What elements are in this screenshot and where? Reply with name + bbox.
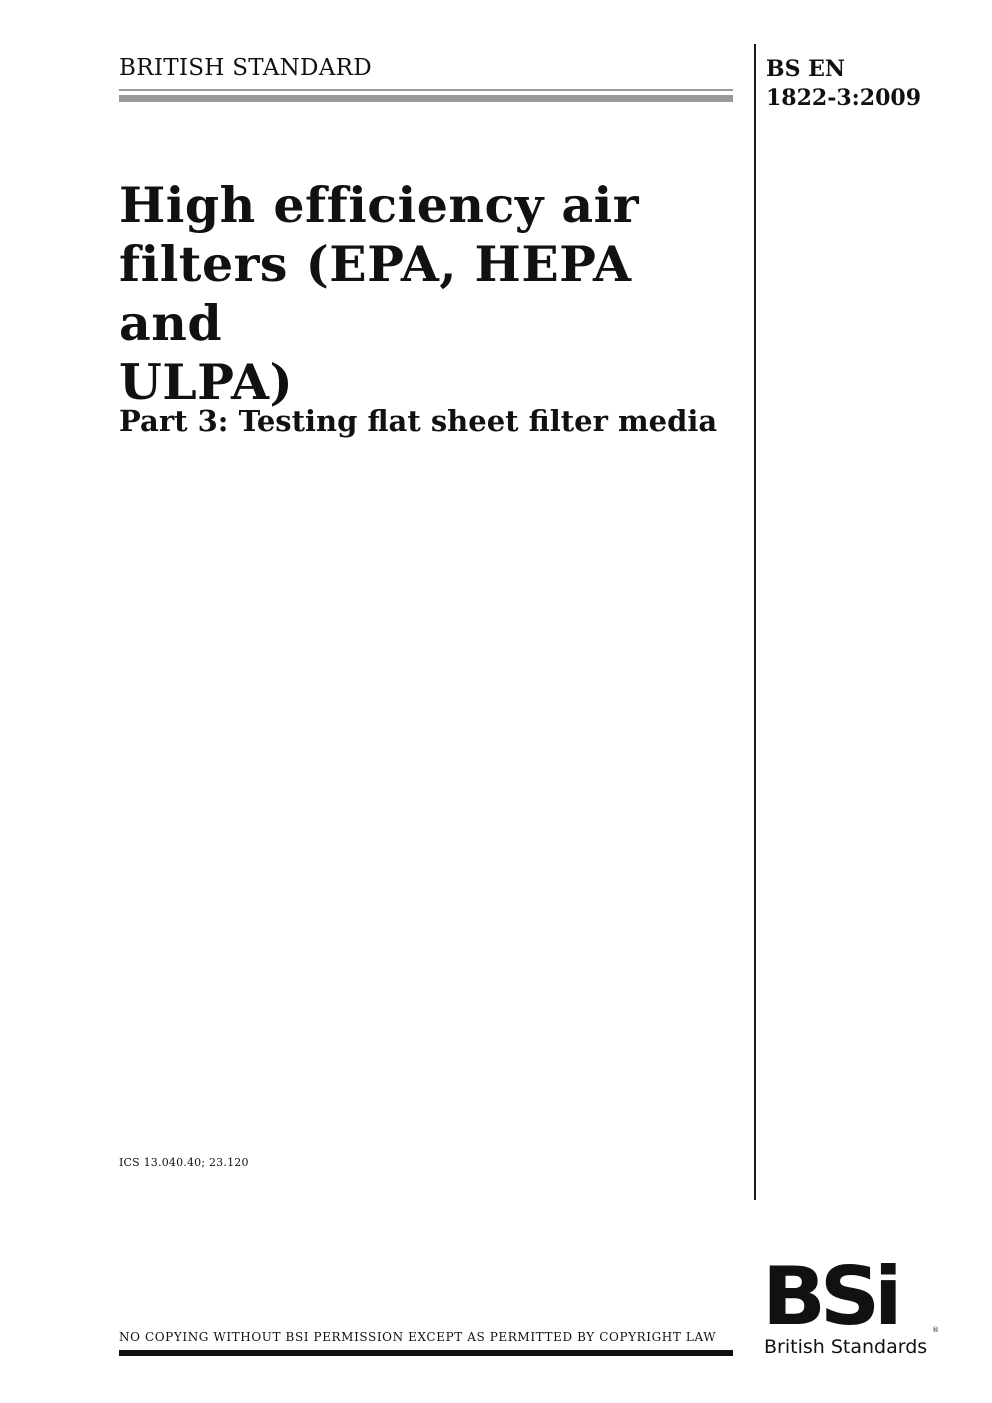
copyright-notice: NO COPYING WITHOUT BSI PERMISSION EXCEPT AS PERMITTED BY COPYRIGHT LAW [119,1330,717,1344]
bsi-logo-mark: BSi [762,1250,897,1343]
header-thin-rule [119,89,733,91]
registered-mark: ® [932,1326,939,1334]
title-line-2: filters (EPA, HEPA and [119,235,632,352]
standard-number-line1: BS EN [766,56,846,82]
bsi-logo [762,1250,942,1368]
header-thick-rule [119,95,733,102]
series-label: BRITISH STANDARD [119,55,373,81]
title-line-1: High efficiency air [119,176,640,234]
document-subtitle: Part 3: Testing flat sheet filter media [119,404,718,438]
title-line-3: ULPA) [119,353,294,411]
footer-rule [119,1350,733,1356]
ics-code: ICS 13.040.40; 23.120 [119,1156,249,1169]
standard-number [766,55,966,113]
vertical-divider [754,44,756,1200]
standard-number-line2: 1822-3:2009 [766,85,922,111]
document-title [119,176,749,412]
bsi-logo-text: British Standards [764,1336,928,1358]
